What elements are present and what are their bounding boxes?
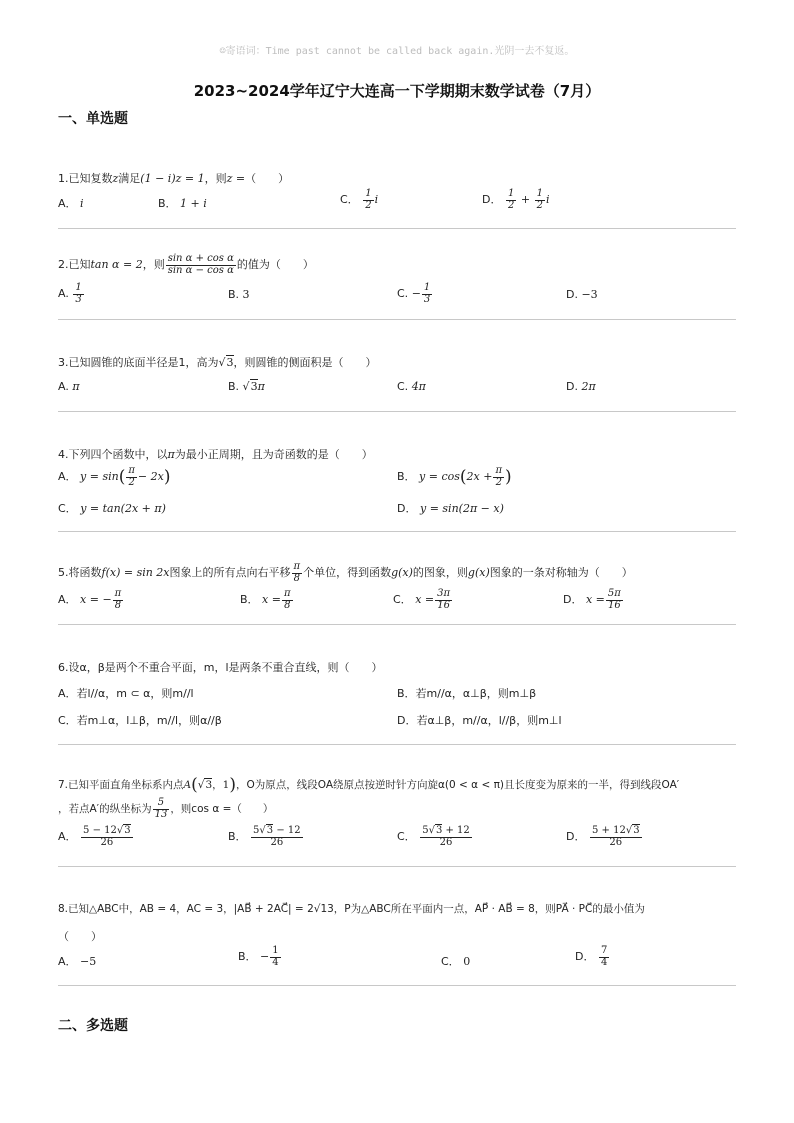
option-1b[interactable]: B． 1 + i [158, 197, 207, 210]
divider [58, 319, 736, 320]
option-4d[interactable]: D． y = sin(2π − x) [397, 502, 504, 515]
section-multi-choice: 二、多选题 [58, 1018, 128, 1034]
question-5: 5.将函数f(x) = sin 2x图象上的所有点向右平移 $\frac{\pi}{8}$ 个单位，得到函数g(x)的图象，则g(x)图象的一条对称轴为（ ） [58, 561, 633, 584]
divider [58, 866, 736, 867]
option-5a[interactable]: A． x = − $\frac{\pi}{8}$ [58, 588, 122, 611]
option-3b[interactable]: B. √3π [228, 380, 265, 393]
option-6a[interactable]: A．若l//α，m ⊂ α，则m//l [58, 687, 194, 700]
option-6d[interactable]: D．若α⊥β，m//α，l//β，则m⊥l [397, 714, 562, 727]
option-2c[interactable]: C. − $\frac{1}{3}$ [397, 282, 431, 305]
option-8d[interactable]: D． $\frac{7}{4}$ [575, 945, 608, 968]
question-7-line-2: ，若点A′的纵坐标为 $\frac{5}{13}$ ，则cos α =（ ） [58, 797, 274, 820]
option-3a[interactable]: A. π [58, 380, 80, 393]
divider [58, 228, 736, 229]
question-1: 1.已知复数z满足(1 − i)z = 1，则z =（ ） [58, 172, 290, 185]
question-2: 2.已知tan α = 2，则 $\frac{\text{sin α + cos α}}{\text{sin α − cos α}}$ 的值为（ ） [58, 253, 314, 276]
question-3: 3.已知圆锥的底面半径是1，高为√3，则圆锥的侧面积是（ ） [58, 356, 377, 369]
option-5d[interactable]: D． x = $\frac{5\pi}{16}$ [563, 588, 621, 611]
option-2d[interactable]: D. −3 [566, 288, 598, 301]
option-4a[interactable]: A． y = sin( $\frac{\pi}{2}$ − 2x) [58, 465, 171, 488]
option-2a[interactable]: A. $\frac{1}{3}$ [58, 282, 82, 305]
option-7b[interactable]: B． $\frac{5√3 - 12}{26}$ [228, 825, 301, 848]
option-5c[interactable]: C． x = $\frac{3\pi}{16}$ [393, 588, 451, 611]
divider [58, 985, 736, 986]
option-4c[interactable]: C． y = tan(2x + π) [58, 502, 166, 515]
option-6b[interactable]: B．若m//α，α⊥β，则m⊥β [397, 687, 537, 700]
section-single-choice: 一、单选题 [58, 111, 128, 127]
option-7c[interactable]: C． $\frac{5√3 + 12}{26}$ [397, 825, 470, 848]
option-8c[interactable]: C． 0 [441, 955, 471, 968]
option-4b[interactable]: B． y = cos(2x + $\frac{\pi}{2}$ ) [397, 465, 512, 488]
option-1c[interactable]: C． $\frac{1}{2}$ i [340, 188, 379, 211]
option-1a[interactable]: A． i [58, 197, 84, 210]
divider [58, 624, 736, 625]
option-5b[interactable]: B． x = $\frac{\pi}{8}$ [240, 588, 291, 611]
option-7d[interactable]: D． $\frac{5 + 12√3}{26}$ [566, 825, 640, 848]
question-8-line-2: （ ） [58, 930, 102, 943]
question-8-line-1: 8.已知△ABC中，AB = 4，AC = 3，|AB⃗ + 2AC⃗| = 2√13，P为△ABC所在平面内一点，AP⃗ · AB⃗ = 8，则PA⃗ · PC⃗的最小值为 [58, 903, 645, 915]
option-3d[interactable]: D. 2π [566, 380, 596, 393]
option-7a[interactable]: A． $\frac{5 - 12√3}{26}$ [58, 825, 131, 848]
question-4: 4.下列四个函数中，以π为最小正周期，且为奇函数的是（ ） [58, 448, 373, 461]
divider [58, 411, 736, 412]
option-2b[interactable]: B. 3 [228, 288, 250, 301]
question-7-line-1: 7.已知平面直角坐标系内点A(√3，1)，O为原点，线段OA绕原点按逆时针方向旋α(0 < α < π)且长度变为原来的一半，得到线段OA′ [58, 775, 680, 795]
watermark: ☺寄语词：Time past cannot be called back again.光阴一去不复返。 [219, 46, 575, 57]
page-title: 2023~2024学年辽宁大连高一下学期期末数学试卷（7月） [193, 82, 601, 100]
option-6c[interactable]: C．若m⊥α，l⊥β，m//l，则α//β [58, 714, 222, 727]
option-3c[interactable]: C. 4π [397, 380, 426, 393]
divider [58, 744, 736, 745]
divider [58, 531, 736, 532]
question-6: 6.设α，β是两个不重合平面，m，l是两条不重合直线，则（ ） [58, 661, 383, 674]
option-8a[interactable]: A． −5 [58, 955, 97, 968]
option-1d[interactable]: D． $\frac{1}{2}$ + $\frac{1}{2}$ i [482, 188, 550, 211]
option-8b[interactable]: B． − $\frac{1}{4}$ [238, 945, 279, 968]
